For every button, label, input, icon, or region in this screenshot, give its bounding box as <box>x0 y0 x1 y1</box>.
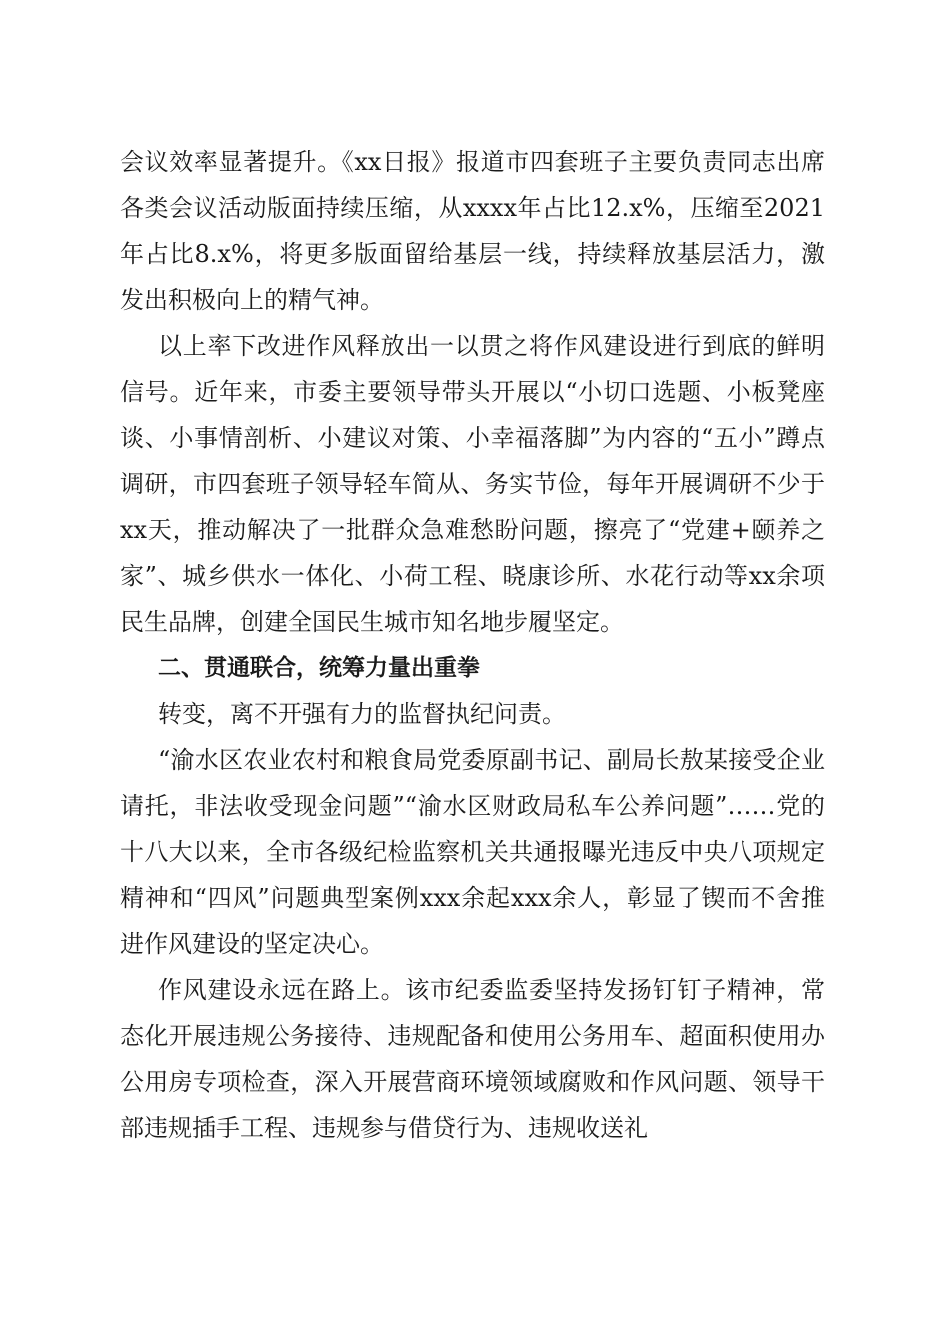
paragraph-ongoing-work: 作风建设永远在路上。该市纪委监委坚持发扬钉钉子精神，常态化开展违规公务接待、违规配备和使用公务用车、超面积使用办公用房专项检查，深入开展营商环境领域腐败和作风问题、领导干部违规插手工程、违规参与借贷行为、违规收送礼 <box>120 976 825 1142</box>
paragraph-case-exposure: “渝水区农业农村和粮食局党委原副书记、副局长敖某接受企业请托，非法收受现金问题”“渝水区财政局私车公养问题”……党的十八大以来，全市各级纪检监察机关共通报曝光违反中央八项规定精神和“四风”问题典型案例xxx余起xxx余人，彰显了锲而不舍推进作风建设的坚定决心。 <box>120 746 825 958</box>
document-body <box>120 139 825 1151</box>
section-heading-2: 二、贯通联合，统筹力量出重拳 <box>158 655 480 681</box>
paragraph-supervision: 转变，离不开强有力的监督执纪问责。 <box>158 700 566 728</box>
paragraph-leading-by-example: 以上率下改进作风释放出一以贯之将作风建设进行到底的鲜明信号。近年来，市委主要领导带头开展以“小切口选题、小板凳座谈、小事情剖析、小建议对策、小幸福落脚”为内容的“五小”蹲点调研，市四套班子领导轻车简从、务实节俭，每年开展调研不少于xx天，推动解决了一批群众急难愁盼问题，擦亮了“党建+颐养之家”、城乡供水一体化、小荷工程、晓康诊所、水花行动等xx余项民生品牌，创建全国民生城市知名地步履坚定。 <box>120 332 825 636</box>
paragraph-meeting-efficiency: 会议效率显著提升。《xx日报》报道市四套班子主要负责同志出席各类会议活动版面持续压缩，从xxxx年占比12.x%，压缩至2021年占比8.x%，将更多版面留给基层一线，持续释放基层活力，激发出积极向上的精气神。 <box>120 148 825 314</box>
